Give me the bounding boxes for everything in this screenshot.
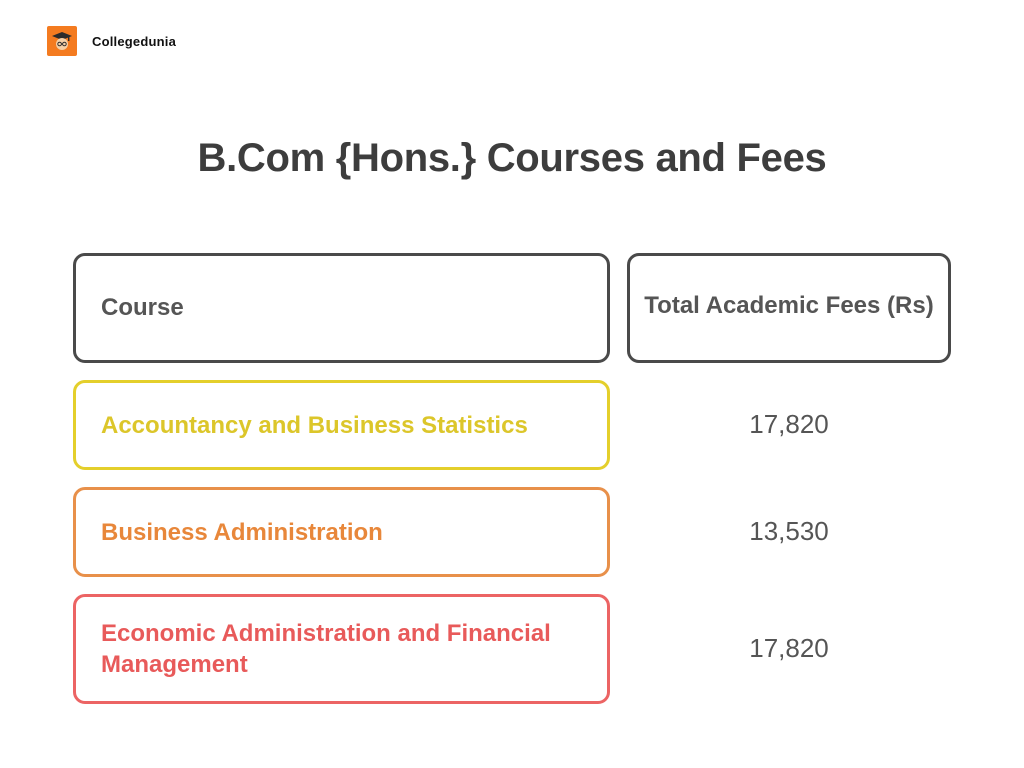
fee-cell: 17,820: [749, 409, 829, 439]
page-title: B.Com {Hons.} Courses and Fees: [197, 136, 827, 180]
course-cell: Business Administration: [73, 487, 610, 577]
column-header-course: Course: [73, 253, 610, 363]
course-cell: Economic Administration and Financial Management: [73, 594, 610, 704]
course-cell: Accountancy and Business Statistics: [73, 380, 610, 470]
fee-cell: 13,530: [749, 516, 829, 546]
brand-name: Collegedunia: [92, 33, 177, 49]
brand: [47, 26, 176, 56]
graduate-avatar-icon: [47, 26, 77, 56]
fee-cell: 17,820: [749, 633, 829, 663]
column-header-fees: Total Academic Fees (Rs): [627, 253, 951, 363]
